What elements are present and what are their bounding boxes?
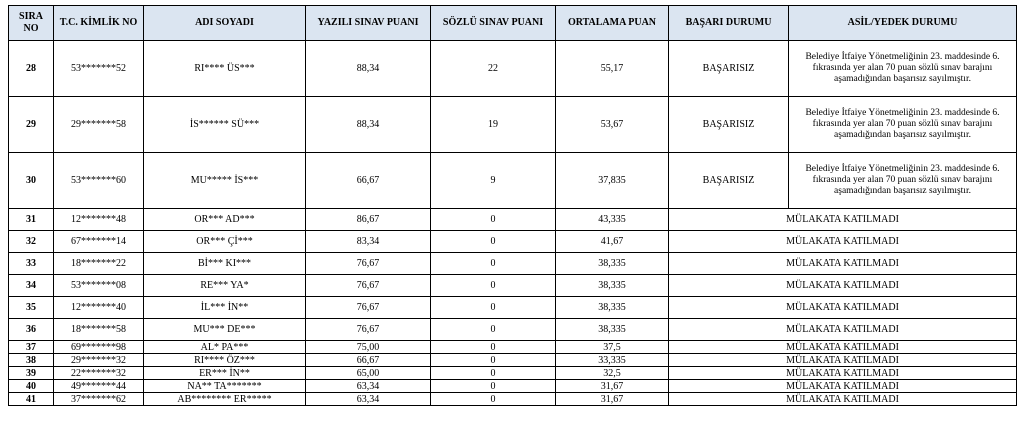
sozlu-puan-cell: 0 xyxy=(431,297,556,319)
sira-no-cell: 34 xyxy=(9,275,54,297)
table-row xyxy=(9,341,1017,354)
tc-kimlik-cell: 18*******22 xyxy=(54,253,144,275)
adi-soyadi-cell: MU*** DE*** xyxy=(144,319,306,341)
asil-yedek-cell: Belediye İtfaiye Yönetmeliğinin 23. maddesinde 6. fıkrasında yer alan 70 puan sözlü sınav barajını aşamadığından başarısız sayılmıştır. xyxy=(789,97,1017,153)
sira-no-cell: 36 xyxy=(9,319,54,341)
results-table xyxy=(8,5,1017,406)
ortalama-puan-cell: 31,67 xyxy=(556,393,669,406)
ortalama-puan-cell: 38,335 xyxy=(556,275,669,297)
tc-kimlik-cell: 37*******62 xyxy=(54,393,144,406)
yazili-puan-cell: 66,67 xyxy=(306,153,431,209)
sira-no-cell: 30 xyxy=(9,153,54,209)
adi-soyadi-cell: MU***** İS*** xyxy=(144,153,306,209)
durum-cell: MÜLAKATA KATILMADI xyxy=(669,231,1017,253)
sozlu-puan-cell: 0 xyxy=(431,393,556,406)
tc-kimlik-cell: 12*******40 xyxy=(54,297,144,319)
sozlu-puan-cell: 0 xyxy=(431,275,556,297)
table-row xyxy=(9,354,1017,367)
adi-soyadi-cell: AL* PA*** xyxy=(144,341,306,354)
ortalama-puan-cell: 53,67 xyxy=(556,97,669,153)
ortalama-puan-cell: 33,335 xyxy=(556,354,669,367)
asil-yedek-cell: Belediye İtfaiye Yönetmeliğinin 23. maddesinde 6. fıkrasında yer alan 70 puan sözlü sınav barajını aşamadığından başarısız sayılmıştır. xyxy=(789,41,1017,97)
durum-cell: MÜLAKATA KATILMADI xyxy=(669,209,1017,231)
yazili-puan-cell: 65,00 xyxy=(306,367,431,380)
ortalama-puan-cell: 38,335 xyxy=(556,319,669,341)
yazili-puan-cell: 76,67 xyxy=(306,275,431,297)
header-yazili-sinav-puani: YAZILI SINAV PUANI xyxy=(306,6,431,41)
header-asil-yedek-durumu: ASİL/YEDEK DURUMU xyxy=(789,6,1017,41)
header-tc-kimlik-no: T.C. KİMLİK NO xyxy=(54,6,144,41)
sira-no-cell: 32 xyxy=(9,231,54,253)
basari-durumu-cell: BAŞARISIZ xyxy=(669,41,789,97)
ortalama-puan-cell: 38,335 xyxy=(556,253,669,275)
header-sira-no: SIRA NO xyxy=(9,6,54,41)
sozlu-puan-cell: 0 xyxy=(431,341,556,354)
table-row xyxy=(9,253,1017,275)
adi-soyadi-cell: ER*** İN** xyxy=(144,367,306,380)
yazili-puan-cell: 76,67 xyxy=(306,253,431,275)
sira-no-cell: 39 xyxy=(9,367,54,380)
table-header-row xyxy=(9,6,1017,41)
adi-soyadi-cell: NA** TA******* xyxy=(144,380,306,393)
adi-soyadi-cell: RE*** YA* xyxy=(144,275,306,297)
table-row xyxy=(9,41,1017,97)
yazili-puan-cell: 83,34 xyxy=(306,231,431,253)
sozlu-puan-cell: 0 xyxy=(431,319,556,341)
adi-soyadi-cell: AB******** ER***** xyxy=(144,393,306,406)
header-sozlu-sinav-puani: SÖZLÜ SINAV PUANI xyxy=(431,6,556,41)
tc-kimlik-cell: 18*******58 xyxy=(54,319,144,341)
table-row xyxy=(9,319,1017,341)
table-row xyxy=(9,153,1017,209)
yazili-puan-cell: 86,67 xyxy=(306,209,431,231)
durum-cell: MÜLAKATA KATILMADI xyxy=(669,297,1017,319)
sozlu-puan-cell: 9 xyxy=(431,153,556,209)
tc-kimlik-cell: 53*******08 xyxy=(54,275,144,297)
sira-no-cell: 31 xyxy=(9,209,54,231)
table-row xyxy=(9,380,1017,393)
ortalama-puan-cell: 37,5 xyxy=(556,341,669,354)
durum-cell: MÜLAKATA KATILMADI xyxy=(669,367,1017,380)
ortalama-puan-cell: 32,5 xyxy=(556,367,669,380)
adi-soyadi-cell: Bİ*** KI*** xyxy=(144,253,306,275)
durum-cell: MÜLAKATA KATILMADI xyxy=(669,354,1017,367)
tc-kimlik-cell: 49*******44 xyxy=(54,380,144,393)
sira-no-cell: 29 xyxy=(9,97,54,153)
tc-kimlik-cell: 67*******14 xyxy=(54,231,144,253)
tc-kimlik-cell: 22*******32 xyxy=(54,367,144,380)
adi-soyadi-cell: RI**** ÜS*** xyxy=(144,41,306,97)
sira-no-cell: 33 xyxy=(9,253,54,275)
tc-kimlik-cell: 29*******32 xyxy=(54,354,144,367)
yazili-puan-cell: 63,34 xyxy=(306,380,431,393)
sozlu-puan-cell: 0 xyxy=(431,367,556,380)
header-adi-soyadi: ADI SOYADI xyxy=(144,6,306,41)
durum-cell: MÜLAKATA KATILMADI xyxy=(669,275,1017,297)
sira-no-cell: 40 xyxy=(9,380,54,393)
yazili-puan-cell: 88,34 xyxy=(306,97,431,153)
sira-no-cell: 28 xyxy=(9,41,54,97)
table-row xyxy=(9,97,1017,153)
ortalama-puan-cell: 37,835 xyxy=(556,153,669,209)
durum-cell: MÜLAKATA KATILMADI xyxy=(669,319,1017,341)
yazili-puan-cell: 63,34 xyxy=(306,393,431,406)
yazili-puan-cell: 76,67 xyxy=(306,297,431,319)
sozlu-puan-cell: 22 xyxy=(431,41,556,97)
durum-cell: MÜLAKATA KATILMADI xyxy=(669,341,1017,354)
adi-soyadi-cell: OR*** Çİ*** xyxy=(144,231,306,253)
basari-durumu-cell: BAŞARISIZ xyxy=(669,97,789,153)
table-body xyxy=(9,41,1017,406)
sira-no-cell: 35 xyxy=(9,297,54,319)
ortalama-puan-cell: 38,335 xyxy=(556,297,669,319)
header-basari-durumu: BAŞARI DURUMU xyxy=(669,6,789,41)
asil-yedek-cell: Belediye İtfaiye Yönetmeliğinin 23. maddesinde 6. fıkrasında yer alan 70 puan sözlü sınav barajını aşamadığından başarısız sayılmıştır. xyxy=(789,153,1017,209)
basari-durumu-cell: BAŞARISIZ xyxy=(669,153,789,209)
sira-no-cell: 41 xyxy=(9,393,54,406)
tc-kimlik-cell: 53*******60 xyxy=(54,153,144,209)
sozlu-puan-cell: 0 xyxy=(431,253,556,275)
sozlu-puan-cell: 0 xyxy=(431,231,556,253)
table-row xyxy=(9,209,1017,231)
sozlu-puan-cell: 19 xyxy=(431,97,556,153)
table-row xyxy=(9,393,1017,406)
adi-soyadi-cell: İL*** İN** xyxy=(144,297,306,319)
tc-kimlik-cell: 69*******98 xyxy=(54,341,144,354)
adi-soyadi-cell: İS****** SÜ*** xyxy=(144,97,306,153)
results-table-container xyxy=(8,5,1017,406)
tc-kimlik-cell: 12*******48 xyxy=(54,209,144,231)
yazili-puan-cell: 66,67 xyxy=(306,354,431,367)
table-row xyxy=(9,297,1017,319)
sozlu-puan-cell: 0 xyxy=(431,209,556,231)
durum-cell: MÜLAKATA KATILMADI xyxy=(669,393,1017,406)
durum-cell: MÜLAKATA KATILMADI xyxy=(669,253,1017,275)
sozlu-puan-cell: 0 xyxy=(431,354,556,367)
table-row xyxy=(9,367,1017,380)
sira-no-cell: 38 xyxy=(9,354,54,367)
sozlu-puan-cell: 0 xyxy=(431,380,556,393)
yazili-puan-cell: 88,34 xyxy=(306,41,431,97)
ortalama-puan-cell: 41,67 xyxy=(556,231,669,253)
tc-kimlik-cell: 53*******52 xyxy=(54,41,144,97)
table-row xyxy=(9,231,1017,253)
durum-cell: MÜLAKATA KATILMADI xyxy=(669,380,1017,393)
header-ortalama-puan: ORTALAMA PUAN xyxy=(556,6,669,41)
ortalama-puan-cell: 55,17 xyxy=(556,41,669,97)
table-row xyxy=(9,275,1017,297)
tc-kimlik-cell: 29*******58 xyxy=(54,97,144,153)
adi-soyadi-cell: RI**** ÖZ*** xyxy=(144,354,306,367)
ortalama-puan-cell: 31,67 xyxy=(556,380,669,393)
yazili-puan-cell: 75,00 xyxy=(306,341,431,354)
ortalama-puan-cell: 43,335 xyxy=(556,209,669,231)
sira-no-cell: 37 xyxy=(9,341,54,354)
yazili-puan-cell: 76,67 xyxy=(306,319,431,341)
adi-soyadi-cell: OR*** AD*** xyxy=(144,209,306,231)
